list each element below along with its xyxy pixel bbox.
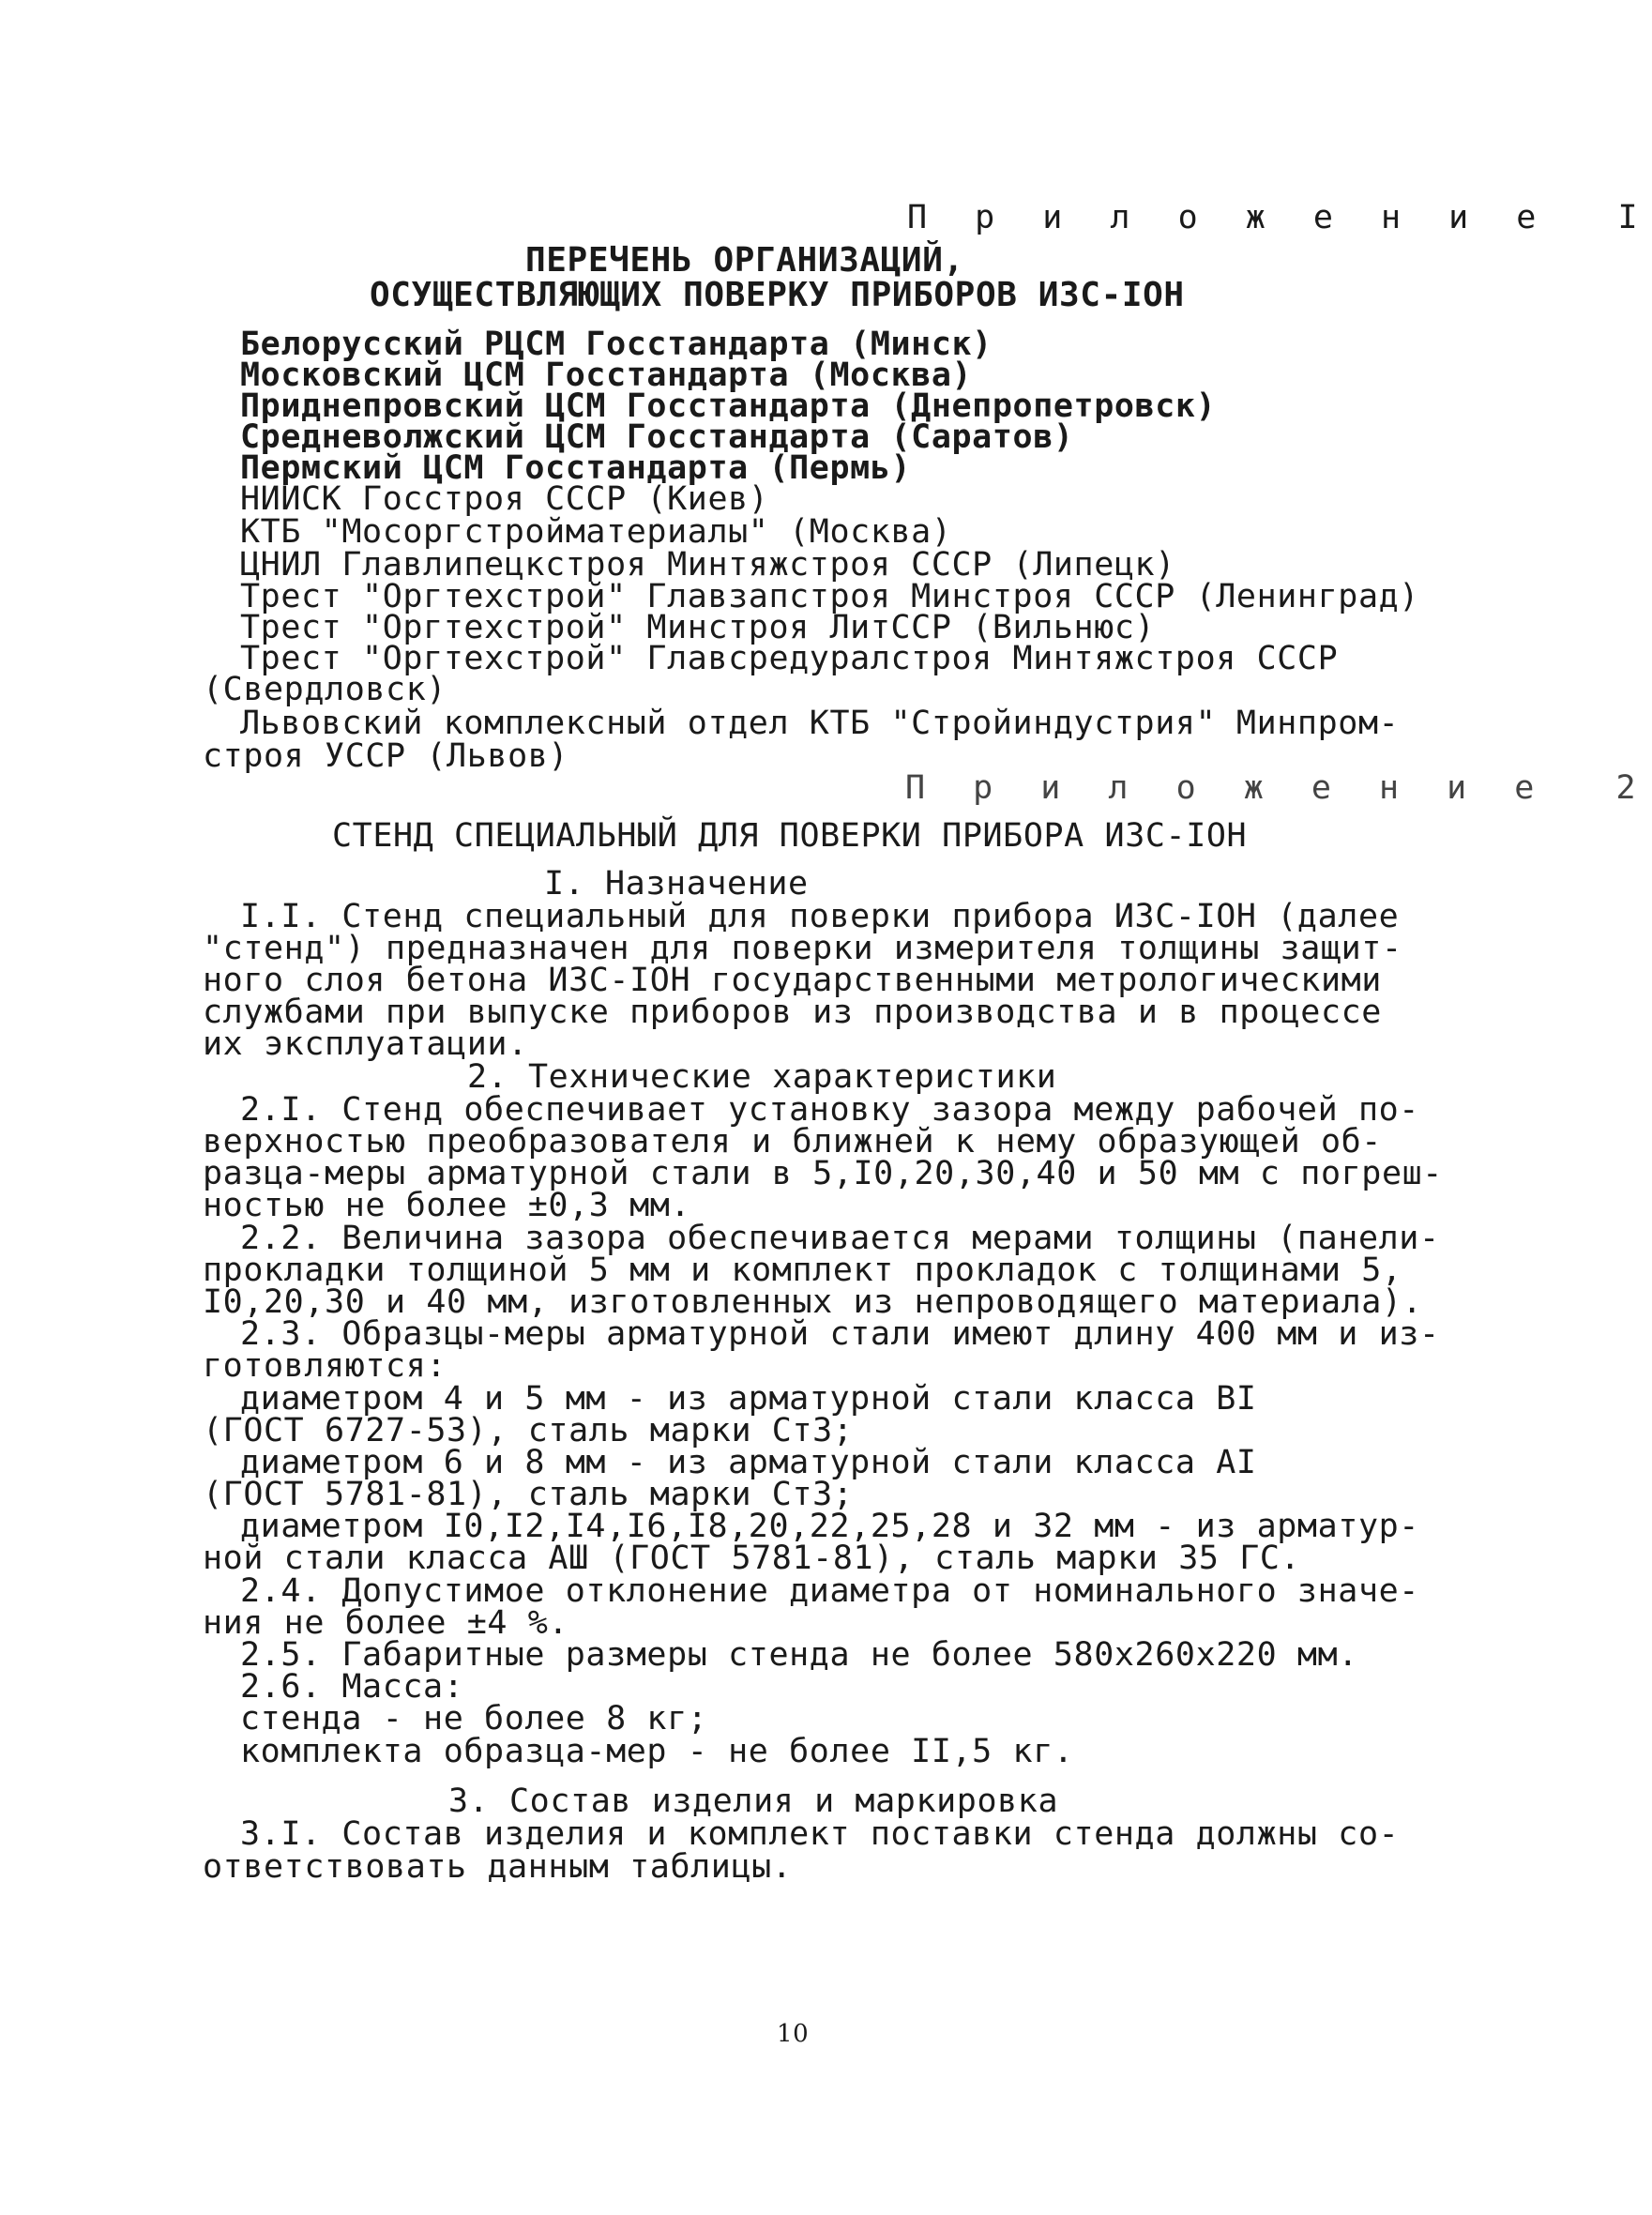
section2-line: стенда - не более 8 кг; (240, 1700, 708, 1737)
org-list-item: Московский ЦСМ Госстандарта (Москва) (240, 357, 973, 394)
section2-line: прокладки толщиной 5 мм и комплект прокладок с толщинами 5, (203, 1252, 1402, 1289)
section2-line: 2.3. Образцы-меры арматурной стали имеют длину 400 мм и из- (240, 1315, 1440, 1353)
org-list-item: КТБ "Мосоргстройматериалы" (Москва) (240, 513, 952, 551)
org-list-item: Львовский комплексный отдел КТБ "Стройиндустрия" Минпром- (240, 705, 1400, 742)
section2-line: разца-меры арматурной стали в 5,I0,20,30,40 и 50 мм с погреш- (203, 1155, 1443, 1192)
section2-line: готовляются: (203, 1347, 447, 1385)
section2-line: 2.4. Допустимое отклонение диаметра от номинального значе- (240, 1572, 1419, 1610)
section2-line: комплекта образца-мер - не более II,5 кг. (240, 1733, 1074, 1770)
appendix2-title: СТЕНД СПЕЦИАЛЬНЫЙ ДЛЯ ПОВЕРКИ ПРИБОРА ИЗС-IОН (332, 817, 1248, 855)
section1-line: их эксплуатации. (203, 1025, 528, 1063)
section1-line: ного слоя бетона ИЗС-IОН государственными метрологическими (203, 962, 1382, 999)
section1-heading: I. Назначение (544, 865, 809, 903)
section2-line: 2.2. Величина зазора обеспечивается мерами толщины (панели- (240, 1220, 1440, 1257)
section2-line: диаметром I0,I2,I4,I6,I8,20,22,25,28 и 32 мм - из арматур- (240, 1508, 1419, 1545)
section2-line: I0,20,30 и 40 мм, изготовленных из непроводящего материала). (203, 1283, 1423, 1321)
section2-line: (ГОСТ 5781-81), сталь марки Ст3; (203, 1476, 854, 1513)
section1-line: службами при выпуске приборов из производства и в процессе (203, 994, 1382, 1031)
org-list-item: Трест "Оргтехстрой" Главзапстроя Минстроя СССР (Ленинград) (240, 578, 1419, 615)
org-list-item: (Свердловск) (203, 671, 447, 708)
section2-heading: 2. Технические характеристики (467, 1058, 1057, 1096)
section3-line: 3.I. Состав изделия и комплект поставки стенда должны со- (240, 1815, 1400, 1853)
org-list-item: Трест "Оргтехстрой" Главсредуралстроя Минтяжстроя СССР (240, 640, 1339, 677)
org-list-item: Белорусский РЦСМ Госстандарта (Минск) (240, 326, 993, 363)
section3-line: ответствовать данным таблицы. (203, 1848, 793, 1886)
section2-line: диаметром 6 и 8 мм - из арматурной стали класса AI (240, 1444, 1257, 1481)
section2-line: верхностью преобразователя и ближней к нему образующей об- (203, 1123, 1382, 1161)
org-list-item: Трест "Оргтехстрой" Минстроя ЛитССР (Вильнюс) (240, 609, 1156, 646)
section3-heading: 3. Состав изделия и маркировка (448, 1783, 1059, 1820)
section2-line: ния не более ±4 %. (203, 1604, 569, 1642)
org-list-item: Средневолжский ЦСМ Госстандарта (Саратов) (240, 418, 1074, 456)
section2-line: (ГОСТ 6727-53), сталь марки Ст3; (203, 1412, 854, 1449)
org-list-item: Пермский ЦСМ Госстандарта (Пермь) (240, 449, 912, 487)
section2-line: 2.5. Габаритные размеры стенда не более 580х260х220 мм. (240, 1636, 1358, 1674)
section2-line: диаметром 4 и 5 мм - из арматурной стали класса BI (240, 1380, 1257, 1418)
org-list-item: НИИСК Госстроя СССР (Киев) (240, 480, 769, 518)
section2-line: ностью не более ±0,3 мм. (203, 1187, 691, 1224)
section1-line: "стенд") предназначен для поверки измерителя толщины защит- (203, 930, 1402, 967)
appendix1-heading: П р и л о ж е н и е I (907, 199, 1652, 236)
appendix1-title-line1: ПЕРЕЧЕНЬ ОРГАНИЗАЦИЙ, (525, 241, 964, 280)
section1-line: I.I. Стенд специальный для поверки прибора ИЗС-IОН (далее (240, 898, 1400, 935)
page-number: 10 (777, 2020, 810, 2048)
section2-line: 2.I. Стенд обеспечивает установку зазора между рабочей по- (240, 1091, 1419, 1129)
section2-line: ной стали класса АШ (ГОСТ 5781-81), сталь марки 35 ГС. (203, 1540, 1301, 1577)
org-list-item: ЦНИЛ Главлипецкстроя Минтяжстроя СССР (Липецк) (240, 546, 1175, 584)
section2-line: 2.6. Масса: (240, 1668, 464, 1706)
org-list-item: строя УССР (Львов) (203, 737, 569, 775)
org-list-item: Приднепровский ЦСМ Госстандарта (Днепропетровск) (240, 387, 1217, 425)
appendix1-title-line2: ОСУЩЕСТВЛЯЮЩИХ ПОВЕРКУ ПРИБОРОВ ИЗС-IОН (370, 276, 1185, 314)
appendix2-heading: П р и л о ж е н и е 2 (905, 769, 1650, 807)
